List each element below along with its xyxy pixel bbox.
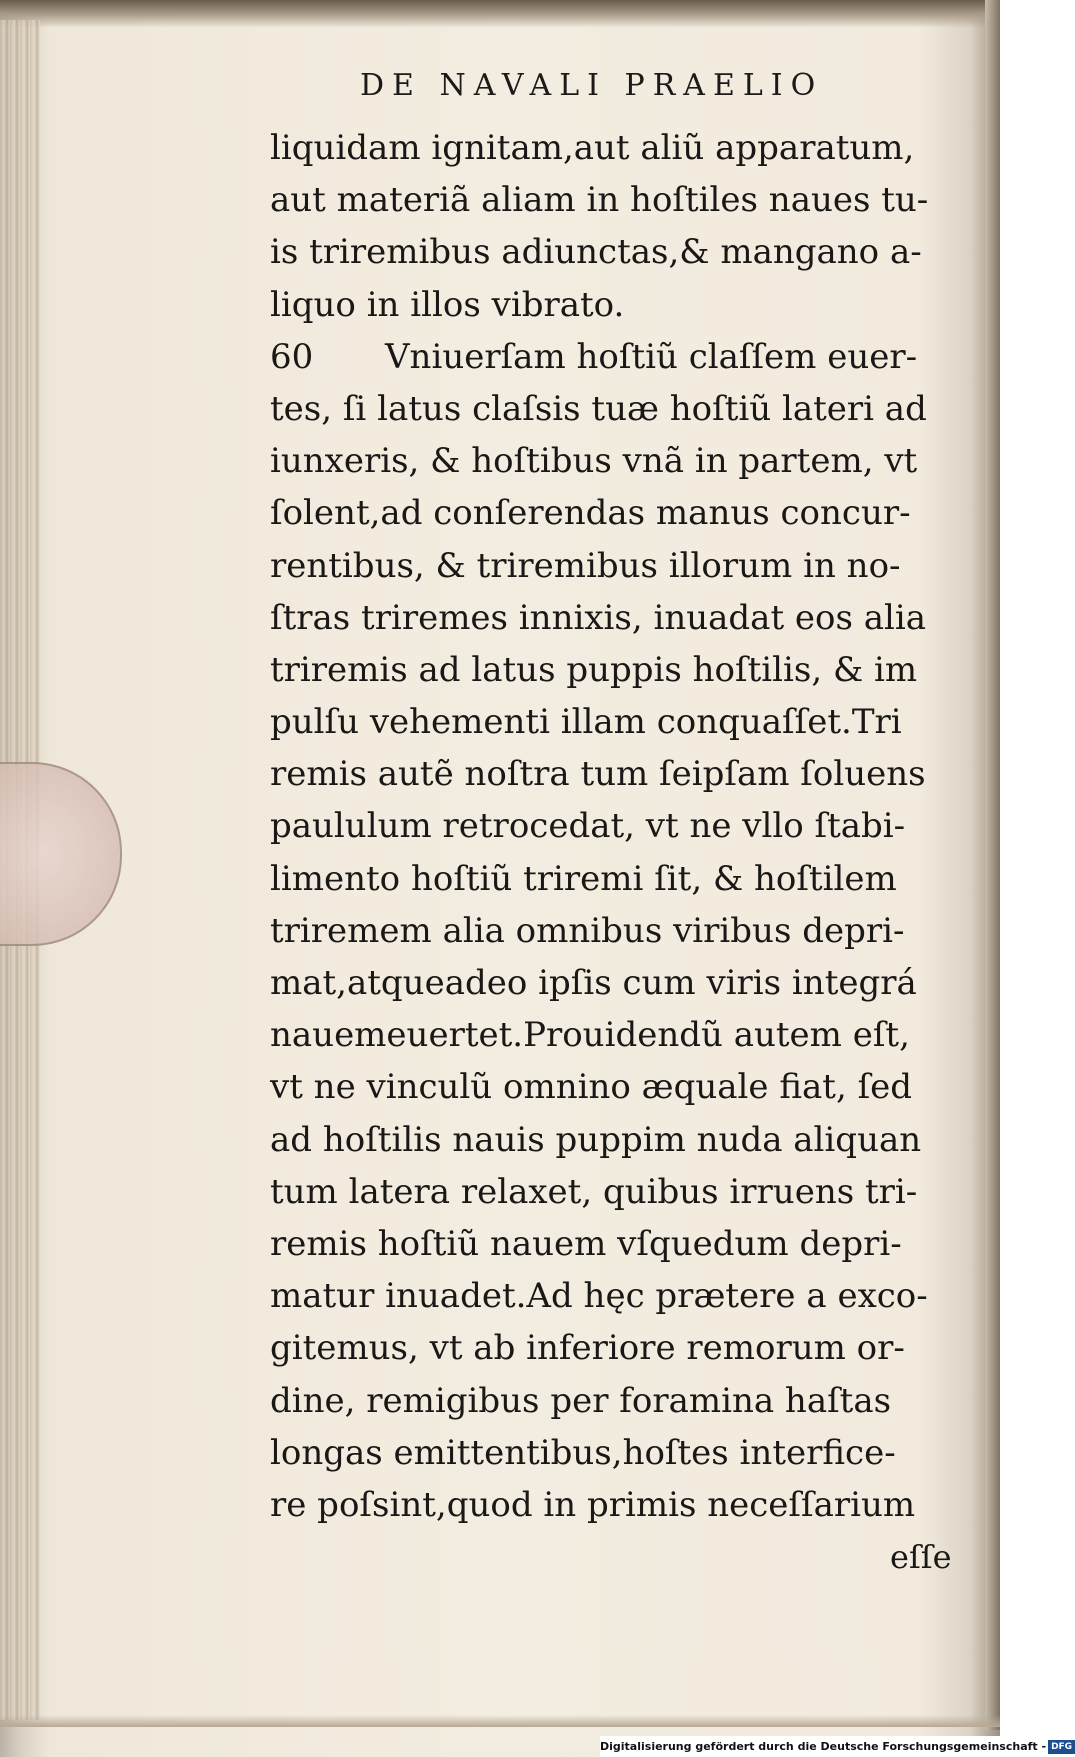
text-line: tum latera relaxet, quibus irruens tri- xyxy=(270,1171,918,1212)
body-text xyxy=(270,122,970,1531)
text-line: paululum retrocedat, vt ne vllo ſtabi- xyxy=(270,806,906,847)
section-number: 60 xyxy=(270,336,314,377)
text-line: re poſsint,quod in primis neceſſarium xyxy=(270,1484,916,1525)
text-line: Vniuerſam hoſtiũ claſſem euer- xyxy=(385,336,918,377)
text-line: triremis ad latus puppis hoſtilis, & im xyxy=(270,649,918,690)
page-bottom-edge xyxy=(0,1715,1000,1727)
dfg-logo: DFG xyxy=(1048,1740,1075,1754)
text-line: dine, remigibus per foramina haſtas xyxy=(270,1380,892,1421)
text-line: vt ne vinculũ omnino æquale fiat, ſed xyxy=(270,1067,913,1108)
catchword: eſſe xyxy=(890,1538,952,1576)
text-line: gitemus, vt ab inferiore remorum or- xyxy=(270,1328,905,1369)
text-line: remis hoſtiũ nauem vſquedum depri- xyxy=(270,1223,902,1264)
page-right-edge xyxy=(985,0,1000,1730)
text-line: liquo in illos vibrato. xyxy=(270,284,625,325)
text-line: remis autẽ noſtra tum ſeipſam ſoluens xyxy=(270,754,926,795)
page-top-edge xyxy=(0,0,1000,28)
text-line: nauemeuertet.Prouidendũ autem eſt, xyxy=(270,1015,910,1056)
text-line: tes, ſi latus claſsis tuæ hoſtiũ lateri ad xyxy=(270,388,927,429)
text-line: aut materiã aliam in hoſtiles naues tu- xyxy=(270,180,929,221)
text-line: pulſu vehementi illam conquaſſet.Tri xyxy=(270,702,902,743)
text-line: liquidam ignitam,aut aliũ apparatum, xyxy=(270,128,915,168)
digitization-footer xyxy=(600,1736,1073,1757)
text-line: ad hoſtilis nauis puppim nuda aliquan xyxy=(270,1119,922,1160)
text-line: rentibus, & triremibus illorum in no- xyxy=(270,545,901,586)
text-line: longas emittentibus,hoſtes interfice- xyxy=(270,1432,896,1473)
text-line: mat,atqueadeo ipſis cum viris integrá xyxy=(270,963,917,1003)
running-head: DE NAVALI PRAELIO xyxy=(360,68,824,103)
text-line: triremem alia omnibus viribus depri- xyxy=(270,910,905,951)
section-first-line xyxy=(270,331,970,383)
text-line: iunxeris, & hoſtibus vnã in partem, vt xyxy=(270,441,918,482)
text-line: ſtras triremes innixis, inuadat eos alia xyxy=(270,597,927,638)
text-line: is triremibus adiunctas,& mangano a- xyxy=(270,232,922,273)
text-line: matur inuadet.Ad hęc prætere a exco- xyxy=(270,1276,928,1317)
text-line: ſolent,ad conſerendas manus concur- xyxy=(270,493,911,534)
text-line: limento hoſtiũ triremi ſit, & hoſtilem xyxy=(270,858,897,899)
footer-text: Digitalisierung gefördert durch die Deutsche Forschungsgemeinschaft - xyxy=(600,1740,1047,1753)
